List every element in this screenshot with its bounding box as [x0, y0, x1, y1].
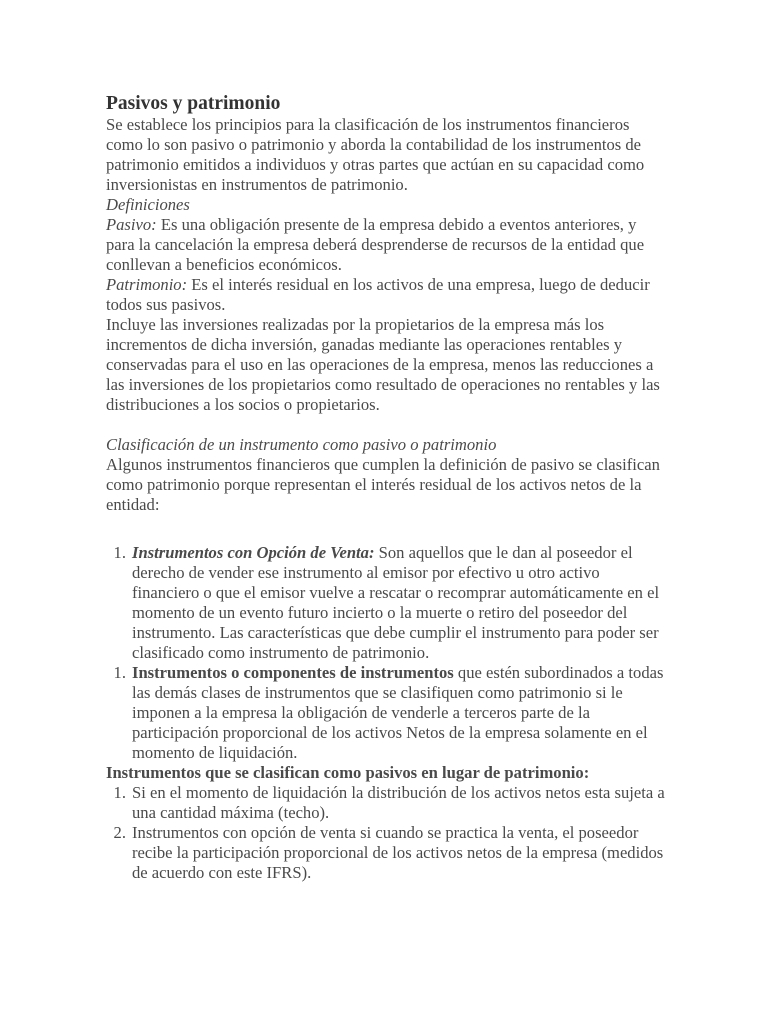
list-item — [106, 783, 666, 823]
patrimonio-term: Patrimonio: — [106, 275, 188, 294]
incluye-paragraph: Incluye las inversiones realizadas por la propietarios de la empresa más los incrementos de dicha inversión, ganadas mediante las operaciones rentables y conservadas para el uso en las operaciones de la empresa, menos las reducciones a las inversiones de los propietarios como resultado de operaciones no rentables y las distribuciones a los socios o propietarios. — [106, 315, 660, 414]
list-number: 1. — [113, 663, 126, 682]
list-number: 2. — [113, 823, 126, 842]
definiciones-heading: Definiciones — [106, 195, 190, 214]
patrimonio-definition — [106, 275, 666, 315]
clasificacion-heading: Clasificación de un instrumento como pasivo o patrimonio — [106, 435, 497, 454]
pasivo-term: Pasivo: — [106, 215, 157, 234]
list-item — [106, 543, 666, 663]
document-body — [106, 93, 666, 883]
list-item-text: Son aquellos que le dan al poseedor el derecho de vender ese instrumento al emisor por efectivo u otro activo financiero o que el emisor vuelve a rescatar o recomprar automáticamente en el momento de un evento futuro incierto o la muerte o retiro del poseedor del instrumento. Las características que debe cumplir el instrumento para poder ser clasificado como instrumento de patrimonio. — [132, 543, 660, 662]
patrimonio-text: Es el interés residual en los activos de una empresa, luego de deducir todos sus pasivos. — [106, 275, 650, 314]
intro-paragraph: Se establece los principios para la clasificación de los instrumentos financieros como lo son pasivo o patrimonio y aborda la contabilidad de los instrumentos de patrimonio emitidos a individuos y otras partes que actúan en su capacidad como inversionistas en instrumentos de patrimonio. — [106, 115, 645, 194]
list-item-text: que estén subordinados a todas las demás clases de instrumentos que se clasifiquen como patrimonio si le imponen a la empresa la obligación de venderle a terceros parte de la participación proporcional de los activos Netos de la empresa solamente en el momento de liquidación. — [132, 663, 664, 762]
instrument-list — [106, 543, 666, 763]
pasivo-text: Es una obligación presente de la empresa debido a eventos anteriores, y para la cancelación la empresa deberá desprenderse de recursos de la entidad que conllevan a beneficios económicos. — [106, 215, 645, 274]
page-title: Pasivos y patrimonio — [106, 93, 281, 114]
list-item-text: Si en el momento de liquidación la distribución de los activos netos esta sujeta a una cantidad máxima (techo). — [132, 783, 665, 822]
list-number: 1. — [113, 783, 126, 802]
pasivo-definition — [106, 215, 666, 275]
pasivos-list — [106, 783, 666, 883]
list-item-text: Instrumentos con opción de venta si cuando se practica la venta, el poseedor recibe la participación proporcional de los activos netos de la empresa (medidos de acuerdo con este IFRS). — [132, 823, 664, 882]
list-item-term: Instrumentos con Opción de Venta: — [132, 543, 375, 562]
list-item — [106, 663, 666, 763]
pasivos-heading: Instrumentos que se clasifican como pasivos en lugar de patrimonio: — [106, 763, 590, 782]
clasificacion-paragraph: Algunos instrumentos financieros que cumplen la definición de pasivo se clasifican como patrimonio porque representan el interés residual de los activos netos de la entidad: — [106, 455, 660, 514]
list-number: 1. — [113, 543, 126, 562]
list-item — [106, 823, 666, 883]
list-item-term: Instrumentos o componentes de instrumentos — [132, 663, 454, 682]
